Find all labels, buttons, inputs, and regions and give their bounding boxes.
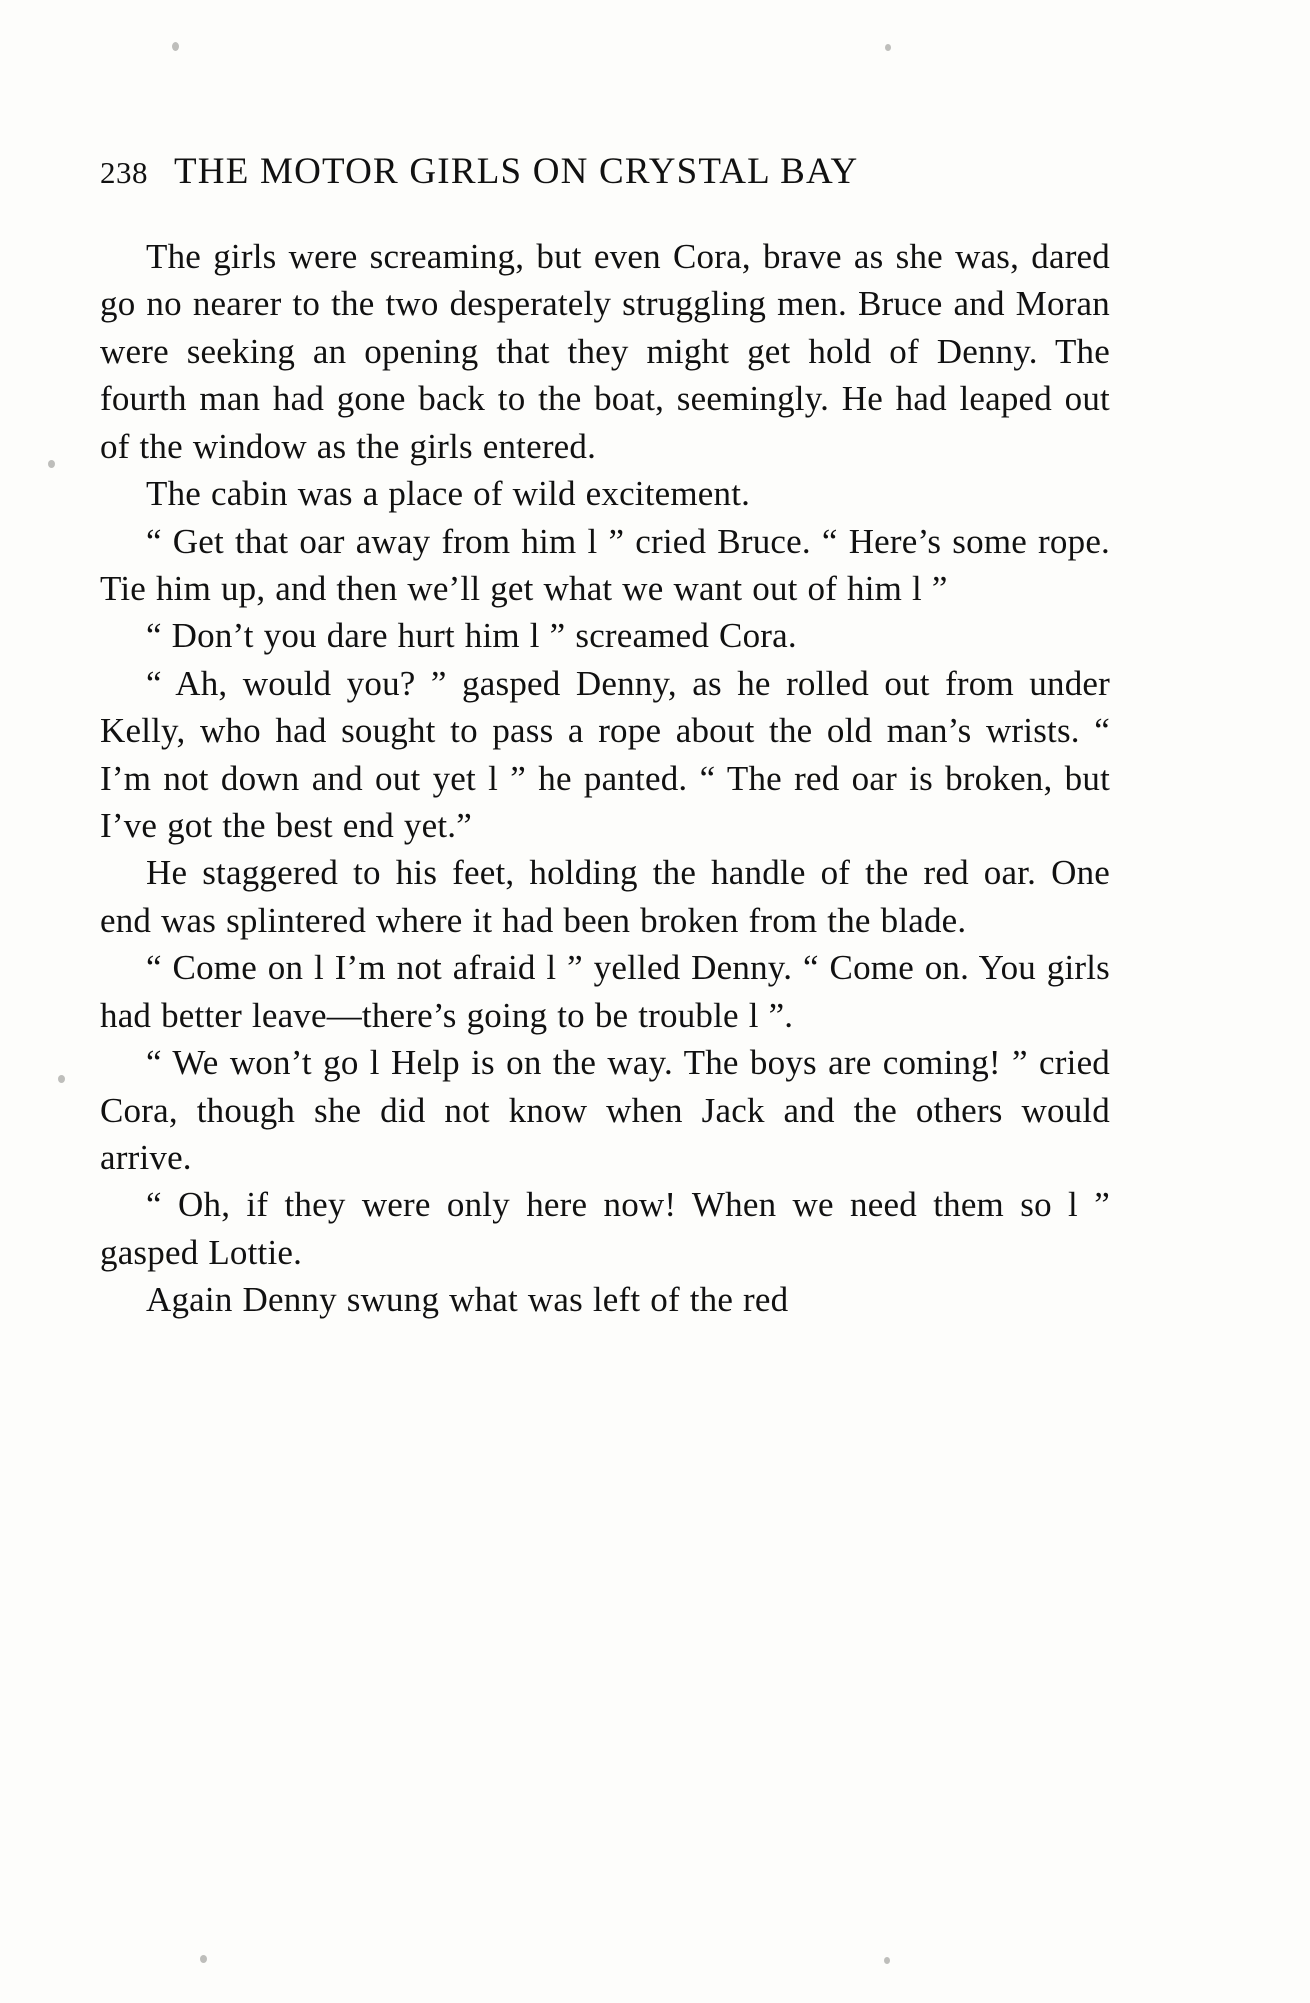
paragraph: “ Ah, would you? ” gasped Denny, as he rolled out from under Kelly, who had sought to pass a rope about the old man’s wrists. “ I’m not down and out yet l ” he panted. “ The red oar is broken, but I’ve got the best end yet.” (100, 663, 1110, 846)
scan-speck (885, 44, 891, 51)
scan-speck (48, 460, 55, 468)
paragraph: “ Oh, if they were only here now! When we need them so l ” gasped Lottie. (100, 1185, 1110, 1272)
paragraph: He staggered to his feet, holding the handle of the red oar. One end was splintered where it had been broken from the blade. (100, 853, 1110, 940)
paragraph: The cabin was a place of wild excitement. (146, 474, 751, 514)
scan-speck (200, 1955, 207, 1963)
paragraph: “ Come on l I’m not afraid l ” yelled Denny. “ Come on. You girls had better leave—there’s going to be trouble l ”. (100, 948, 1110, 1035)
paragraph: The girls were screaming, but even Cora, brave as she was, dared go no nearer to the two desperately struggling men. Bruce and Moran were seeking an opening that they might get hold of Denny. The fourth man had gone back to the boat, seemingly. He had leaped out of the window as the girls entered. (100, 237, 1110, 466)
scan-speck (884, 1957, 890, 1964)
scan-speck (58, 1075, 65, 1083)
paragraph: “ We won’t go l Help is on the way. The boys are coming! ” cried Cora, though she did not know when Jack and the others would arrive. (100, 1043, 1110, 1178)
scan-speck (172, 42, 179, 51)
paragraph: “ Don’t you dare hurt him l ” screamed Cora. (146, 616, 797, 656)
paragraph: “ Get that oar away from him l ” cried Bruce. “ Here’s some rope. Tie him up, and then we’ll get what we want out of him l ” (100, 521, 1110, 608)
page-number: 238 (100, 155, 148, 190)
page-header (100, 150, 1110, 193)
paragraph: Again Denny swung what was left of the red (146, 1280, 789, 1320)
page-text-block (100, 150, 1110, 1324)
running-head: THE MOTOR GIRLS ON CRYSTAL BAY (174, 151, 859, 192)
